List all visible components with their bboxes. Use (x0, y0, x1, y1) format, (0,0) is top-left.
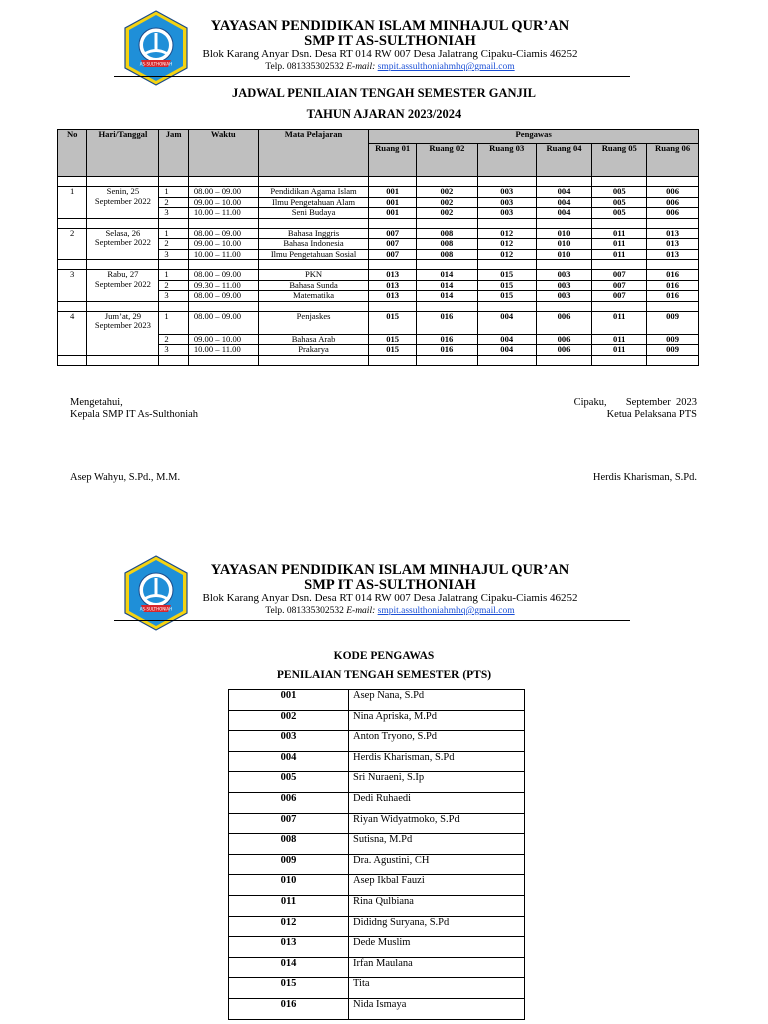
email-link[interactable]: smpit.assulthoniahmhq@gmail.com (377, 606, 515, 616)
supervisor-code-cell: 016 (416, 345, 477, 356)
supervisor-code-cell: 002 (416, 197, 477, 208)
supervisor-code-cell: 003 (536, 280, 592, 291)
supervisor-code-cell: 004 (536, 197, 592, 208)
supervisor-code-cell: 013 (647, 228, 699, 239)
code-row (229, 937, 525, 958)
supervisor-code-cell: 008 (416, 228, 477, 239)
supervisor-code-cell: 014 (416, 270, 477, 281)
supervisor-code-cell: 004 (536, 208, 592, 219)
subject-cell: Bahasa Arab (258, 334, 369, 345)
code-cell: 003 (229, 731, 349, 752)
supervisor-code-cell: 013 (369, 270, 417, 281)
supervisor-code-cell: 003 (536, 270, 592, 281)
time-cell: 10.00 – 11.00 (188, 249, 258, 260)
header-room-05: Ruang 05 (592, 144, 647, 177)
supervisor-name-cell: Asep Ikbal Fauzi (349, 875, 525, 896)
letterhead-rule (114, 620, 630, 621)
subject-cell: Ilmu Pengetahuan Alam (258, 197, 369, 208)
sig-right-month: September 2023 (625, 397, 697, 408)
sig-left-line1: Mengetahui, (70, 397, 123, 408)
supervisor-code-cell: 007 (369, 228, 417, 239)
code-cell: 010 (229, 875, 349, 896)
supervisor-name-cell: Herdis Kharisman, S.Pd (349, 751, 525, 772)
supervisor-name-cell: Anton Tryono, S.Pd (349, 731, 525, 752)
supervisor-code-cell: 009 (647, 311, 699, 334)
supervisor-code-cell: 015 (477, 270, 536, 281)
letterhead-rule (114, 76, 630, 77)
school-name: SMP IT AS-SULTHONIAH (304, 33, 476, 49)
code-row (229, 978, 525, 999)
code-row (229, 998, 525, 1019)
day-number: 2 (58, 228, 87, 260)
period-cell: 3 (159, 291, 188, 302)
codes-subtitle: PENILAIAN TENGAH SEMESTER (PTS) (276, 669, 492, 681)
supervisor-code-cell: 015 (369, 345, 417, 356)
supervisor-code-cell: 016 (647, 280, 699, 291)
subject-cell: Bahasa Indonesia (258, 239, 369, 250)
supervisor-code-cell: 015 (369, 311, 417, 334)
supervisor-code-cell: 013 (647, 239, 699, 250)
code-row (229, 710, 525, 731)
subject-cell: Seni Budaya (258, 208, 369, 219)
time-cell: 08.00 – 09.00 (188, 270, 258, 281)
code-cell: 001 (229, 690, 349, 711)
code-cell: 014 (229, 957, 349, 978)
codes-body (229, 690, 525, 1020)
supervisor-code-cell: 003 (477, 208, 536, 219)
time-cell: 09.30 – 11.00 (188, 280, 258, 291)
supervisor-code-cell: 006 (536, 311, 592, 334)
subject-cell: Prakarya (258, 345, 369, 356)
supervisor-code-cell: 016 (416, 311, 477, 334)
supervisor-name-cell: Irfan Maulana (349, 957, 525, 978)
code-cell: 002 (229, 710, 349, 731)
schedule-row (58, 311, 699, 334)
supervisor-code-cell: 011 (592, 345, 647, 356)
code-cell: 011 (229, 895, 349, 916)
supervisor-code-cell: 008 (416, 239, 477, 250)
header-room-03: Ruang 03 (477, 144, 536, 177)
subject-cell: Bahasa Inggris (258, 228, 369, 239)
supervisor-code-cell: 007 (592, 270, 647, 281)
foundation-name: YAYASAN PENDIDIKAN ISLAM MINHAJUL QUR’AN (210, 18, 570, 34)
supervisor-name-cell: Tita (349, 978, 525, 999)
supervisor-code-cell: 004 (477, 311, 536, 334)
schedule-row (58, 228, 699, 239)
spacer-row (58, 218, 699, 228)
period-cell: 3 (159, 345, 188, 356)
supervisor-code-cell: 012 (477, 239, 536, 250)
supervisor-code-cell: 007 (592, 291, 647, 302)
email-link[interactable]: smpit.assulthoniahmhq@gmail.com (377, 62, 515, 72)
code-row (229, 875, 525, 896)
supervisor-code-cell: 004 (536, 187, 592, 198)
subject-cell: Matematika (258, 291, 369, 302)
code-cell: 012 (229, 916, 349, 937)
sig-left-name: Asep Wahyu, S.Pd., M.M. (70, 472, 181, 483)
supervisor-code-cell: 001 (369, 197, 417, 208)
supervisor-code-cell: 006 (536, 334, 592, 345)
day-number: 3 (58, 270, 87, 302)
day-date: Rabu, 27 September 2022 (87, 270, 159, 302)
sig-left-line2: Kepala SMP IT As-Sulthoniah (70, 409, 199, 420)
supervisor-code-cell: 006 (647, 187, 699, 198)
supervisor-code-cell: 001 (369, 187, 417, 198)
header-subject: Mata Pelajaran (258, 130, 369, 177)
time-cell: 10.00 – 11.00 (188, 208, 258, 219)
supervisor-code-cell: 009 (647, 334, 699, 345)
day-date: Jum’at, 29 September 2023 (87, 311, 159, 355)
phone-number: Telp. 081335302532 (265, 606, 344, 616)
period-cell: 3 (159, 208, 188, 219)
subject-cell: Ilmu Pengetahuan Sosial (258, 249, 369, 260)
code-cell: 007 (229, 813, 349, 834)
supervisor-name-cell: Sri Nuraeni, S.Ip (349, 772, 525, 793)
time-cell: 08.00 – 09.00 (188, 291, 258, 302)
supervisor-code-cell: 012 (477, 228, 536, 239)
schedule-row (58, 270, 699, 281)
schedule-year: TAHUN AJARAN 2023/2024 (306, 107, 462, 121)
supervisor-code-cell: 008 (416, 249, 477, 260)
supervisor-code-cell: 014 (416, 280, 477, 291)
supervisor-name-cell: Nina Apriska, M.Pd (349, 710, 525, 731)
code-cell: 016 (229, 998, 349, 1019)
supervisor-code-cell: 009 (647, 345, 699, 356)
supervisor-code-cell: 013 (369, 291, 417, 302)
supervisor-name-cell: Asep Nana, S.Pd (349, 690, 525, 711)
header-room-04: Ruang 04 (536, 144, 592, 177)
supervisor-code-cell: 016 (647, 270, 699, 281)
school-name: SMP IT AS-SULTHONIAH (304, 577, 476, 593)
supervisor-code-cell: 007 (369, 249, 417, 260)
period-cell: 1 (159, 228, 188, 239)
supervisor-code-cell: 002 (416, 187, 477, 198)
code-cell: 005 (229, 772, 349, 793)
code-row (229, 690, 525, 711)
code-row (229, 731, 525, 752)
header-room-01: Ruang 01 (369, 144, 417, 177)
time-cell: 08.00 – 09.00 (188, 311, 258, 334)
subject-cell: PKN (258, 270, 369, 281)
time-cell: 09.00 – 10.00 (188, 197, 258, 208)
supervisor-code-cell: 005 (592, 187, 647, 198)
supervisor-name-cell: Rina Qulbiana (349, 895, 525, 916)
supervisor-code-cell: 015 (477, 291, 536, 302)
header-supervisors: Pengawas (369, 130, 699, 144)
day-number: 1 (58, 187, 87, 219)
svg-text:AS-SULTHONIAH: AS-SULTHONIAH (139, 606, 173, 612)
period-cell: 2 (159, 197, 188, 208)
supervisor-code-cell: 014 (416, 291, 477, 302)
day-date: Selasa, 26 September 2022 (87, 228, 159, 260)
sig-right-name: Herdis Kharisman, S.Pd. (592, 472, 697, 483)
schedule-table (57, 129, 699, 366)
phone-number: Telp. 081335302532 (265, 62, 344, 72)
code-cell: 009 (229, 854, 349, 875)
foundation-name: YAYASAN PENDIDIKAN ISLAM MINHAJUL QUR’AN (210, 562, 570, 578)
supervisor-code-cell: 013 (369, 280, 417, 291)
supervisor-code-cell: 015 (369, 334, 417, 345)
schedule-row (58, 187, 699, 198)
header-period: Jam (159, 130, 188, 177)
supervisor-code-cell: 011 (592, 334, 647, 345)
supervisor-code-cell: 003 (477, 187, 536, 198)
supervisor-code-cell: 011 (592, 239, 647, 250)
spacer-row (58, 260, 699, 270)
codes-title: KODE PENGAWAS (333, 650, 435, 662)
code-cell: 013 (229, 937, 349, 958)
header-room-06: Ruang 06 (647, 144, 699, 177)
supervisor-code-cell: 016 (647, 291, 699, 302)
school-address: Blok Karang Anyar Dsn. Desa RT 014 RW 007 Desa Jalatrang Cipaku-Ciamis 46252 (202, 592, 578, 604)
supervisor-code-cell: 012 (477, 249, 536, 260)
supervisor-name-cell: Sutisna, M.Pd (349, 834, 525, 855)
code-row (229, 854, 525, 875)
supervisor-code-cell: 007 (369, 239, 417, 250)
supervisor-code-cell: 010 (536, 249, 592, 260)
header-time: Waktu (188, 130, 258, 177)
period-cell: 1 (159, 270, 188, 281)
supervisor-code-cell: 003 (536, 291, 592, 302)
supervisor-code-cell: 005 (592, 208, 647, 219)
supervisor-code-cell: 011 (592, 228, 647, 239)
code-row (229, 895, 525, 916)
email-label: E-mail: (346, 62, 376, 72)
supervisor-code-cell: 003 (477, 197, 536, 208)
code-row (229, 813, 525, 834)
supervisor-name-cell: Nida Ismaya (349, 998, 525, 1019)
period-cell: 1 (159, 187, 188, 198)
code-row (229, 792, 525, 813)
code-row (229, 751, 525, 772)
time-cell: 09.00 – 10.00 (188, 334, 258, 345)
code-cell: 008 (229, 834, 349, 855)
header-no: No (58, 130, 87, 177)
code-row (229, 772, 525, 793)
code-row (229, 957, 525, 978)
period-cell: 3 (159, 249, 188, 260)
contact-line (190, 62, 590, 72)
code-cell: 015 (229, 978, 349, 999)
header-room-02: Ruang 02 (416, 144, 477, 177)
header-day: Hari/Tanggal (87, 130, 159, 177)
sig-right-date (574, 397, 697, 408)
schedule-body (58, 177, 699, 366)
period-cell: 2 (159, 334, 188, 345)
code-row (229, 916, 525, 937)
subject-cell: Pendidikan Agama Islam (258, 187, 369, 198)
day-date: Senin, 25 September 2022 (87, 187, 159, 219)
supervisor-name-cell: Dididng Suryana, S.Pd (349, 916, 525, 937)
letterhead-second (0, 548, 768, 628)
time-cell: 08.00 – 09.00 (188, 228, 258, 239)
subject-cell: Bahasa Sunda (258, 280, 369, 291)
time-cell: 09.00 – 10.00 (188, 239, 258, 250)
period-cell: 2 (159, 280, 188, 291)
supervisor-name-cell: Dede Muslim (349, 937, 525, 958)
supervisor-code-cell: 010 (536, 239, 592, 250)
supervisor-code-cell: 010 (536, 228, 592, 239)
supervisor-name-cell: Dedi Ruhaedi (349, 792, 525, 813)
day-number: 4 (58, 311, 87, 355)
spacer-row (58, 355, 699, 365)
supervisor-code-cell: 007 (592, 280, 647, 291)
schedule-title: JADWAL PENILAIAN TENGAH SEMESTER GANJIL (232, 86, 536, 100)
time-cell: 08.00 – 09.00 (188, 187, 258, 198)
contact-line (190, 606, 590, 616)
spacer-row (58, 301, 699, 311)
supervisor-code-cell: 011 (592, 311, 647, 334)
email-label: E-mail: (346, 606, 376, 616)
period-cell: 2 (159, 239, 188, 250)
svg-text:AS-SULTHONIAH: AS-SULTHONIAH (139, 61, 173, 67)
sig-right-place: Cipaku, (573, 397, 607, 408)
supervisor-code-cell: 013 (647, 249, 699, 260)
supervisor-code-cell: 002 (416, 208, 477, 219)
supervisor-code-cell: 001 (369, 208, 417, 219)
supervisor-code-cell: 005 (592, 197, 647, 208)
sig-right-role: Ketua Pelaksana PTS (606, 409, 697, 420)
time-cell: 10.00 – 11.00 (188, 345, 258, 356)
supervisor-code-cell: 011 (592, 249, 647, 260)
supervisor-code-cell: 006 (647, 208, 699, 219)
code-row (229, 834, 525, 855)
school-address: Blok Karang Anyar Dsn. Desa RT 014 RW 007 Desa Jalatrang Cipaku-Ciamis 46252 (202, 48, 578, 60)
supervisor-code-cell: 016 (416, 334, 477, 345)
period-cell: 1 (159, 311, 188, 334)
supervisor-code-cell: 004 (477, 334, 536, 345)
supervisor-code-cell: 015 (477, 280, 536, 291)
code-cell: 004 (229, 751, 349, 772)
spacer-row (58, 177, 699, 187)
supervisor-name-cell: Dra. Agustini, CH (349, 854, 525, 875)
letterhead-top (0, 0, 768, 80)
supervisor-name-cell: Riyan Widyatmoko, S.Pd (349, 813, 525, 834)
supervisor-code-cell: 004 (477, 345, 536, 356)
codes-table (228, 689, 525, 1020)
supervisor-code-cell: 006 (536, 345, 592, 356)
code-cell: 006 (229, 792, 349, 813)
subject-cell: Penjaskes (258, 311, 369, 334)
supervisor-code-cell: 006 (647, 197, 699, 208)
